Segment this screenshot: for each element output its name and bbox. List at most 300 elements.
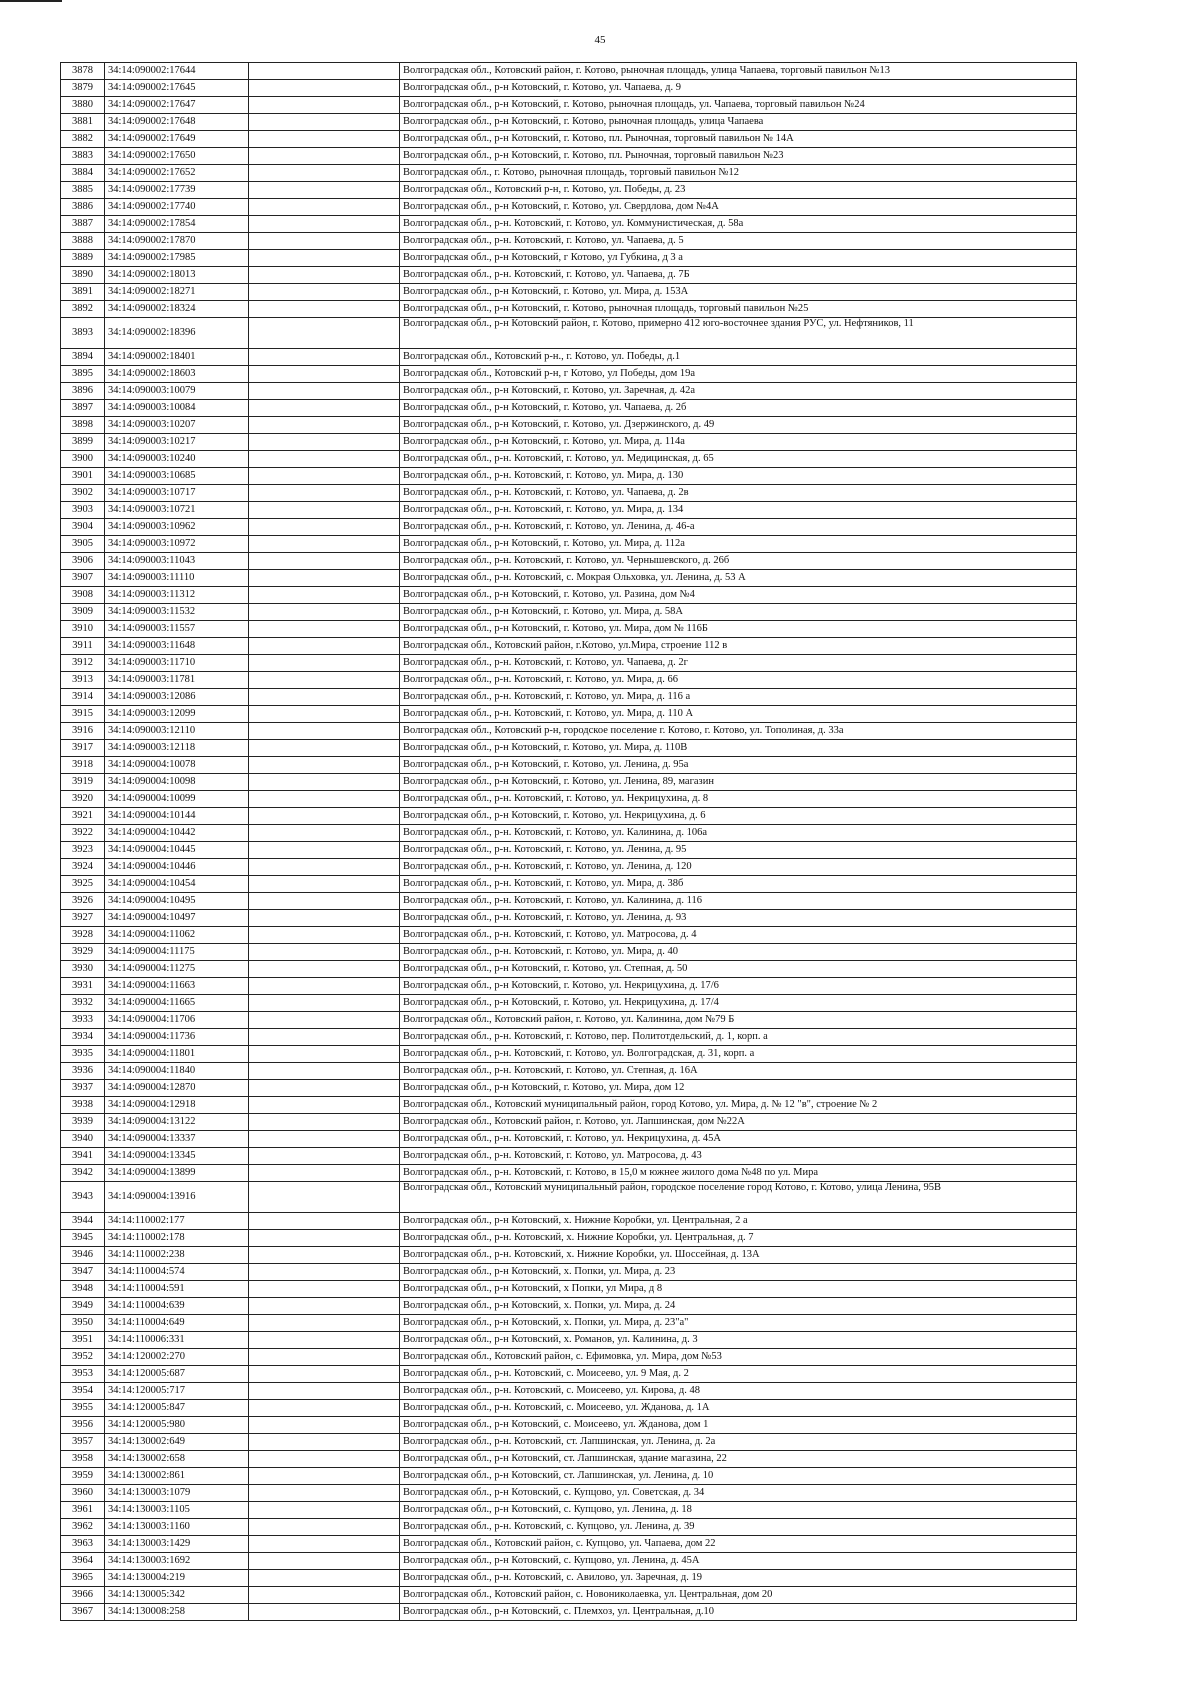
address-cell: Волгоградская обл., р-н. Котовский, с. Авилово, ул. Заречная, д. 19: [400, 1570, 1077, 1587]
address-cell: Волгоградская обл., р-н Котовский, г. Котово, рыночная площадь, улица Чапаева: [400, 114, 1077, 131]
address-cell: Волгоградская обл., Котовский район, г. Котово, ул. Калинина, дом №79 Б: [400, 1012, 1077, 1029]
table-row: [61, 1247, 1077, 1264]
cadastral-number-cell: 34:14:090003:12099: [105, 706, 249, 723]
table-row: [61, 1298, 1077, 1315]
cadastral-number-cell: 34:14:120005:717: [105, 1383, 249, 1400]
table-row: [61, 1366, 1077, 1383]
cadastral-number-cell: 34:14:090003:11043: [105, 553, 249, 570]
empty-cell: [249, 774, 400, 791]
table-row: [61, 1281, 1077, 1298]
table-row: [61, 876, 1077, 893]
row-number-cell: 3965: [61, 1570, 105, 1587]
address-cell: Волгоградская обл., Котовский район, г. Котово, рыночная площадь, улица Чапаева, торговый павильон №13: [400, 63, 1077, 80]
address-cell: Волгоградская обл., р-н. Котовский, г. Котово, ул. Медицинская, д. 65: [400, 451, 1077, 468]
row-number-cell: 3883: [61, 148, 105, 165]
row-number-cell: 3955: [61, 1400, 105, 1417]
address-cell: Волгоградская обл., р-н Котовский, с. Моисеево, ул. Жданова, дом 1: [400, 1417, 1077, 1434]
cadastral-number-cell: 34:14:090003:10217: [105, 434, 249, 451]
table-row: [61, 604, 1077, 621]
address-cell: Волгоградская обл., р-н Котовский, г. Котово, ул. Чапаева, д. 2б: [400, 400, 1077, 417]
address-cell: Волгоградская обл., р-н. Котовский, г. Котово, ул. Мира, д. 40: [400, 944, 1077, 961]
address-cell: Волгоградская обл., Котовский р-н, г Котово, ул Победы, дом 19а: [400, 366, 1077, 383]
address-cell: Волгоградская обл., р-н. Котовский, г. Котово, ул. Коммунистическая, д. 58а: [400, 216, 1077, 233]
address-cell: Волгоградская обл., р-н Котовский, г. Котово, ул. Дзержинского, д. 49: [400, 417, 1077, 434]
cadastral-number-cell: 34:14:090003:12110: [105, 723, 249, 740]
empty-cell: [249, 808, 400, 825]
cadastral-number-cell: 34:14:090003:11532: [105, 604, 249, 621]
table-row: [61, 267, 1077, 284]
empty-cell: [249, 723, 400, 740]
cadastral-number-cell: 34:14:090003:10240: [105, 451, 249, 468]
table-row: [61, 1417, 1077, 1434]
cadastral-number-cell: 34:14:090003:10721: [105, 502, 249, 519]
row-number-cell: 3938: [61, 1097, 105, 1114]
empty-cell: [249, 859, 400, 876]
empty-cell: [249, 1247, 400, 1264]
empty-cell: [249, 1485, 400, 1502]
address-cell: Волгоградская обл., р-н. Котовский, г. Котово, ул. Чапаева, д. 7Б: [400, 267, 1077, 284]
table-row: [61, 131, 1077, 148]
empty-cell: [249, 1417, 400, 1434]
table-row: [61, 1046, 1077, 1063]
address-cell: Волгоградская обл., р-н Котовский, г. Котово, ул. Некрицухина, д. 6: [400, 808, 1077, 825]
empty-cell: [249, 148, 400, 165]
row-number-cell: 3954: [61, 1383, 105, 1400]
empty-cell: [249, 250, 400, 267]
table-row: [61, 757, 1077, 774]
empty-cell: [249, 1349, 400, 1366]
address-cell: Волгоградская обл., р-н. Котовский, г. Котово, ул. Ленина, д. 95: [400, 842, 1077, 859]
registry-table: [60, 62, 1077, 1621]
cadastral-number-cell: 34:14:090004:10454: [105, 876, 249, 893]
empty-cell: [249, 451, 400, 468]
table-row: [61, 995, 1077, 1012]
table-row: [61, 284, 1077, 301]
cadastral-number-cell: 34:14:090004:10445: [105, 842, 249, 859]
table-row: [61, 961, 1077, 978]
row-number-cell: 3959: [61, 1468, 105, 1485]
cadastral-number-cell: 34:14:090003:11648: [105, 638, 249, 655]
row-number-cell: 3962: [61, 1519, 105, 1536]
empty-cell: [249, 1281, 400, 1298]
table-row: [61, 1131, 1077, 1148]
row-number-cell: 3887: [61, 216, 105, 233]
cadastral-number-cell: 34:14:090003:11110: [105, 570, 249, 587]
address-cell: Волгоградская обл., р-н Котовский, г. Котово, ул. Мира, д. 112а: [400, 536, 1077, 553]
row-number-cell: 3949: [61, 1298, 105, 1315]
cadastral-number-cell: 34:14:090003:11312: [105, 587, 249, 604]
table-row: [61, 944, 1077, 961]
table-row: [61, 233, 1077, 250]
table-row: [61, 1519, 1077, 1536]
table-row: [61, 1213, 1077, 1230]
cadastral-number-cell: 34:14:090002:17740: [105, 199, 249, 216]
row-number-cell: 3922: [61, 825, 105, 842]
cadastral-number-cell: 34:14:110004:591: [105, 1281, 249, 1298]
address-cell: Волгоградская обл., р-н. Котовский, г. Котово, ул. Некрицухина, д. 45А: [400, 1131, 1077, 1148]
row-number-cell: 3910: [61, 621, 105, 638]
cadastral-number-cell: 34:14:090002:17645: [105, 80, 249, 97]
corner-mark: [0, 0, 62, 2]
cadastral-number-cell: 34:14:090002:17647: [105, 97, 249, 114]
row-number-cell: 3960: [61, 1485, 105, 1502]
address-cell: Волгоградская обл., р-н Котовский, г. Котово, ул. Мира, д. 58А: [400, 604, 1077, 621]
cadastral-number-cell: 34:14:130002:861: [105, 1468, 249, 1485]
table-row: [61, 621, 1077, 638]
empty-cell: [249, 1080, 400, 1097]
row-number-cell: 3896: [61, 383, 105, 400]
row-number-cell: 3948: [61, 1281, 105, 1298]
table-row: [61, 250, 1077, 267]
empty-cell: [249, 825, 400, 842]
empty-cell: [249, 1451, 400, 1468]
cadastral-number-cell: 34:14:090003:12118: [105, 740, 249, 757]
table-row: [61, 519, 1077, 536]
cadastral-number-cell: 34:14:090002:17648: [105, 114, 249, 131]
row-number-cell: 3933: [61, 1012, 105, 1029]
table-row: [61, 451, 1077, 468]
row-number-cell: 3907: [61, 570, 105, 587]
table-row: [61, 1230, 1077, 1247]
cadastral-number-cell: 34:14:090002:17649: [105, 131, 249, 148]
table-row: [61, 1400, 1077, 1417]
row-number-cell: 3943: [61, 1182, 105, 1213]
row-number-cell: 3940: [61, 1131, 105, 1148]
empty-cell: [249, 1063, 400, 1080]
address-cell: Волгоградская обл., р-н. Котовский, х. Нижние Коробки, ул. Шоссейная, д. 13А: [400, 1247, 1077, 1264]
cadastral-number-cell: 34:14:090004:10497: [105, 910, 249, 927]
cadastral-number-cell: 34:14:130008:258: [105, 1604, 249, 1621]
empty-cell: [249, 757, 400, 774]
cadastral-number-cell: 34:14:090004:10144: [105, 808, 249, 825]
empty-cell: [249, 80, 400, 97]
empty-cell: [249, 366, 400, 383]
table-row: [61, 536, 1077, 553]
empty-cell: [249, 502, 400, 519]
table-row: [61, 1315, 1077, 1332]
row-number-cell: 3944: [61, 1213, 105, 1230]
address-cell: Волгоградская обл., р-н Котовский, х. Нижние Коробки, ул. Центральная, 2 а: [400, 1213, 1077, 1230]
row-number-cell: 3882: [61, 131, 105, 148]
address-cell: Волгоградская обл., р-н Котовский, г. Котово, ул. Некрицухина, д. 17/6: [400, 978, 1077, 995]
empty-cell: [249, 587, 400, 604]
empty-cell: [249, 131, 400, 148]
cadastral-number-cell: 34:14:090003:10962: [105, 519, 249, 536]
empty-cell: [249, 570, 400, 587]
table-row: [61, 63, 1077, 80]
cadastral-number-cell: 34:14:090003:10685: [105, 468, 249, 485]
empty-cell: [249, 216, 400, 233]
empty-cell: [249, 400, 400, 417]
table-row: [61, 893, 1077, 910]
table-row: [61, 723, 1077, 740]
table-row: [61, 349, 1077, 366]
table-row: [61, 97, 1077, 114]
empty-cell: [249, 233, 400, 250]
table-row: [61, 148, 1077, 165]
cadastral-number-cell: 34:14:090003:10972: [105, 536, 249, 553]
address-cell: Волгоградская обл., р-н Котовский, ст. Лапшинская, здание магазина, 22: [400, 1451, 1077, 1468]
table-row: [61, 553, 1077, 570]
cadastral-number-cell: 34:14:130002:649: [105, 1434, 249, 1451]
address-cell: Волгоградская обл., Котовский район, с. Купцово, ул. Чапаева, дом 22: [400, 1536, 1077, 1553]
cadastral-number-cell: 34:14:090004:10495: [105, 893, 249, 910]
address-cell: Волгоградская обл., р-н Котовский, с. Племхоз, ул. Центральная, д.10: [400, 1604, 1077, 1621]
row-number-cell: 3950: [61, 1315, 105, 1332]
cadastral-number-cell: 34:14:130003:1160: [105, 1519, 249, 1536]
cadastral-number-cell: 34:14:090003:10717: [105, 485, 249, 502]
address-cell: Волгоградская обл., р-н Котовский, х. Попки, ул. Мира, д. 23"а": [400, 1315, 1077, 1332]
cadastral-number-cell: 34:14:130003:1429: [105, 1536, 249, 1553]
address-cell: Волгоградская обл., р-н Котовский, г. Котово, ул. Разина, дом №4: [400, 587, 1077, 604]
address-cell: Волгоградская обл., р-н Котовский, г. Котово, рыночная площадь, торговый павильон №25: [400, 301, 1077, 318]
address-cell: Волгоградская обл., р-н. Котовский, ст. Лапшинская, ул. Ленина, д. 2а: [400, 1434, 1077, 1451]
empty-cell: [249, 638, 400, 655]
empty-cell: [249, 1332, 400, 1349]
table-row: [61, 301, 1077, 318]
cadastral-number-cell: 34:14:090004:12870: [105, 1080, 249, 1097]
empty-cell: [249, 267, 400, 284]
empty-cell: [249, 655, 400, 672]
table-row: [61, 1570, 1077, 1587]
empty-cell: [249, 284, 400, 301]
cadastral-number-cell: 34:14:090004:13899: [105, 1165, 249, 1182]
row-number-cell: 3937: [61, 1080, 105, 1097]
row-number-cell: 3919: [61, 774, 105, 791]
address-cell: Волгоградская обл., р-н Котовский, г. Котово, ул. Мира, д. 153А: [400, 284, 1077, 301]
address-cell: Волгоградская обл., р-н Котовский, г. Котово, ул. Степная, д. 50: [400, 961, 1077, 978]
cadastral-number-cell: 34:14:120005:980: [105, 1417, 249, 1434]
address-cell: Волгоградская обл., р-н Котовский, г. Котово, ул. Чапаева, д. 9: [400, 80, 1077, 97]
address-cell: Волгоградская обл., р-н Котовский, х Попки, ул Мира, д 8: [400, 1281, 1077, 1298]
address-cell: Волгоградская обл., р-н. Котовский, г. Котово, ул. Чернышевского, д. 26б: [400, 553, 1077, 570]
row-number-cell: 3898: [61, 417, 105, 434]
empty-cell: [249, 1587, 400, 1604]
address-cell: Волгоградская обл., Котовский муниципальный район, город Котово, ул. Мира, д. № 12 "в", строение № 2: [400, 1097, 1077, 1114]
row-number-cell: 3964: [61, 1553, 105, 1570]
row-number-cell: 3891: [61, 284, 105, 301]
row-number-cell: 3932: [61, 995, 105, 1012]
address-cell: Волгоградская обл., р-н. Котовский, г. Котово, ул. Мира, д. 38б: [400, 876, 1077, 893]
table-row: [61, 199, 1077, 216]
table-row: [61, 570, 1077, 587]
row-number-cell: 3939: [61, 1114, 105, 1131]
table-row: [61, 80, 1077, 97]
table-row: [61, 638, 1077, 655]
empty-cell: [249, 97, 400, 114]
address-cell: Волгоградская обл., р-н Котовский, г Котово, ул Губкина, д 3 а: [400, 250, 1077, 267]
table-row: [61, 1604, 1077, 1621]
empty-cell: [249, 1570, 400, 1587]
row-number-cell: 3953: [61, 1366, 105, 1383]
cadastral-number-cell: 34:14:090002:18324: [105, 301, 249, 318]
cadastral-number-cell: 34:14:090004:11736: [105, 1029, 249, 1046]
table-row: [61, 318, 1077, 349]
address-cell: Волгоградская обл., Котовский р-н., г. Котово, ул. Победы, д.1: [400, 349, 1077, 366]
address-cell: Волгоградская обл., Котовский р-н, городское поселение г. Котово, г. Котово, ул. Тополиная, д. 33а: [400, 723, 1077, 740]
cadastral-number-cell: 34:14:090002:17870: [105, 233, 249, 250]
table-row: [61, 182, 1077, 199]
row-number-cell: 3900: [61, 451, 105, 468]
address-cell: Волгоградская обл., р-н. Котовский, г. Котово, ул. Чапаева, д. 2г: [400, 655, 1077, 672]
empty-cell: [249, 1097, 400, 1114]
empty-cell: [249, 318, 400, 349]
row-number-cell: 3895: [61, 366, 105, 383]
row-number-cell: 3952: [61, 1349, 105, 1366]
cadastral-number-cell: 34:14:130003:1079: [105, 1485, 249, 1502]
cadastral-number-cell: 34:14:120002:270: [105, 1349, 249, 1366]
empty-cell: [249, 944, 400, 961]
empty-cell: [249, 553, 400, 570]
empty-cell: [249, 1519, 400, 1536]
row-number-cell: 3920: [61, 791, 105, 808]
address-cell: Волгоградская обл., г. Котово, рыночная площадь, торговый павильон №12: [400, 165, 1077, 182]
row-number-cell: 3935: [61, 1046, 105, 1063]
row-number-cell: 3931: [61, 978, 105, 995]
empty-cell: [249, 706, 400, 723]
empty-cell: [249, 468, 400, 485]
row-number-cell: 3889: [61, 250, 105, 267]
cadastral-number-cell: 34:14:090003:11781: [105, 672, 249, 689]
address-cell: Волгоградская обл., р-н. Котовский, г. Котово, ул. Калинина, д. 116: [400, 893, 1077, 910]
empty-cell: [249, 1315, 400, 1332]
address-cell: Волгоградская обл., р-н. Котовский, г. Котово, ул. Матросова, д. 43: [400, 1148, 1077, 1165]
row-number-cell: 3925: [61, 876, 105, 893]
cadastral-number-cell: 34:14:090002:17854: [105, 216, 249, 233]
cadastral-number-cell: 34:14:090002:18396: [105, 318, 249, 349]
table-row: [61, 114, 1077, 131]
cadastral-number-cell: 34:14:090004:10098: [105, 774, 249, 791]
empty-cell: [249, 63, 400, 80]
address-cell: Волгоградская обл., р-н Котовский, с. Купцово, ул. Ленина, д. 45А: [400, 1553, 1077, 1570]
row-number-cell: 3928: [61, 927, 105, 944]
row-number-cell: 3941: [61, 1148, 105, 1165]
table-row: [61, 165, 1077, 182]
table-row: [61, 1012, 1077, 1029]
row-number-cell: 3967: [61, 1604, 105, 1621]
cadastral-number-cell: 34:14:090004:11665: [105, 995, 249, 1012]
cadastral-number-cell: 34:14:090004:10442: [105, 825, 249, 842]
cadastral-number-cell: 34:14:110006:331: [105, 1332, 249, 1349]
empty-cell: [249, 621, 400, 638]
cadastral-number-cell: 34:14:090003:11710: [105, 655, 249, 672]
table-row: [61, 1468, 1077, 1485]
cadastral-number-cell: 34:14:110004:639: [105, 1298, 249, 1315]
empty-cell: [249, 301, 400, 318]
row-number-cell: 3918: [61, 757, 105, 774]
row-number-cell: 3914: [61, 689, 105, 706]
address-cell: Волгоградская обл., р-н. Котовский, с. Моисеево, ул. 9 Мая, д. 2: [400, 1366, 1077, 1383]
empty-cell: [249, 1264, 400, 1281]
row-number-cell: 3930: [61, 961, 105, 978]
empty-cell: [249, 842, 400, 859]
cadastral-number-cell: 34:14:090004:12918: [105, 1097, 249, 1114]
table-row: [61, 468, 1077, 485]
address-cell: Волгоградская обл., р-н Котовский, г. Котово, пл. Рыночная, торговый павильон №23: [400, 148, 1077, 165]
row-number-cell: 3902: [61, 485, 105, 502]
address-cell: Волгоградская обл., р-н. Котовский, г. Котово, ул. Матросова, д. 4: [400, 927, 1077, 944]
row-number-cell: 3945: [61, 1230, 105, 1247]
row-number-cell: 3951: [61, 1332, 105, 1349]
table-row: [61, 1264, 1077, 1281]
table-row: [61, 689, 1077, 706]
table-row: [61, 1451, 1077, 1468]
cadastral-number-cell: 34:14:130004:219: [105, 1570, 249, 1587]
table-row: [61, 808, 1077, 825]
row-number-cell: 3909: [61, 604, 105, 621]
table-row: [61, 1097, 1077, 1114]
row-number-cell: 3903: [61, 502, 105, 519]
cadastral-number-cell: 34:14:130003:1692: [105, 1553, 249, 1570]
empty-cell: [249, 1165, 400, 1182]
empty-cell: [249, 199, 400, 216]
address-cell: Волгоградская обл., р-н Котовский, х. Попки, ул. Мира, д. 24: [400, 1298, 1077, 1315]
address-cell: Волгоградская обл., р-н Котовский, г. Котово, ул. Ленина, 89, магазин: [400, 774, 1077, 791]
address-cell: Волгоградская обл., р-н Котовский, г. Котово, ул. Свердлова, дом №4А: [400, 199, 1077, 216]
table-row: [61, 1502, 1077, 1519]
table-row: [61, 1029, 1077, 1046]
table-row: [61, 1148, 1077, 1165]
address-cell: Волгоградская обл., р-н Котовский, х. Попки, ул. Мира, д. 23: [400, 1264, 1077, 1281]
address-cell: Волгоградская обл., р-н. Котовский, г. Котово, в 15,0 м южнее жилого дома №48 по ул. Мира: [400, 1165, 1077, 1182]
empty-cell: [249, 1383, 400, 1400]
address-cell: Волгоградская обл., р-н Котовский, с. Купцово, ул. Советская, д. 34: [400, 1485, 1077, 1502]
address-cell: Волгоградская обл., р-н Котовский, г. Котово, ул. Мира, дом 12: [400, 1080, 1077, 1097]
table-row: [61, 1182, 1077, 1213]
address-cell: Волгоградская обл., р-н Котовский, с. Купцово, ул. Ленина, д. 18: [400, 1502, 1077, 1519]
cadastral-number-cell: 34:14:090004:11706: [105, 1012, 249, 1029]
cadastral-number-cell: 34:14:090004:13337: [105, 1131, 249, 1148]
row-number-cell: 3881: [61, 114, 105, 131]
empty-cell: [249, 961, 400, 978]
row-number-cell: 3923: [61, 842, 105, 859]
cadastral-number-cell: 34:14:090003:10084: [105, 400, 249, 417]
address-cell: Волгоградская обл., р-н Котовский, г. Котово, ул. Некрицухина, д. 17/4: [400, 995, 1077, 1012]
row-number-cell: 3897: [61, 400, 105, 417]
address-cell: Волгоградская обл., р-н. Котовский, с. Купцово, ул. Ленина, д. 39: [400, 1519, 1077, 1536]
table-row: [61, 1434, 1077, 1451]
row-number-cell: 3961: [61, 1502, 105, 1519]
address-cell: Волгоградская обл., р-н Котовский, г. Котово, ул. Заречная, д. 42а: [400, 383, 1077, 400]
address-cell: Волгоградская обл., р-н. Котовский, г. Котово, ул. Калинина, д. 106а: [400, 825, 1077, 842]
address-cell: Волгоградская обл., р-н. Котовский, г. Котово, ул. Волгоградская, д. 31, корп. а: [400, 1046, 1077, 1063]
table-body: [61, 63, 1077, 1621]
row-number-cell: 3888: [61, 233, 105, 250]
empty-cell: [249, 417, 400, 434]
table-row: [61, 502, 1077, 519]
cadastral-number-cell: 34:14:090004:11062: [105, 927, 249, 944]
empty-cell: [249, 519, 400, 536]
cadastral-number-cell: 34:14:090004:13345: [105, 1148, 249, 1165]
table-row: [61, 910, 1077, 927]
row-number-cell: 3906: [61, 553, 105, 570]
row-number-cell: 3911: [61, 638, 105, 655]
table-row: [61, 859, 1077, 876]
empty-cell: [249, 485, 400, 502]
table-row: [61, 216, 1077, 233]
empty-cell: [249, 740, 400, 757]
cadastral-number-cell: 34:14:090004:10099: [105, 791, 249, 808]
address-cell: Волгоградская обл., р-н. Котовский, с. Моисеево, ул. Кирова, д. 48: [400, 1383, 1077, 1400]
cadastral-number-cell: 34:14:090004:11663: [105, 978, 249, 995]
cadastral-number-cell: 34:14:090003:10079: [105, 383, 249, 400]
empty-cell: [249, 791, 400, 808]
empty-cell: [249, 1114, 400, 1131]
page-number: 45: [594, 34, 606, 46]
table-row: [61, 927, 1077, 944]
address-cell: Волгоградская обл., р-н. Котовский, с. Мокрая Ольховка, ул. Ленина, д. 53 А: [400, 570, 1077, 587]
table-row: [61, 672, 1077, 689]
